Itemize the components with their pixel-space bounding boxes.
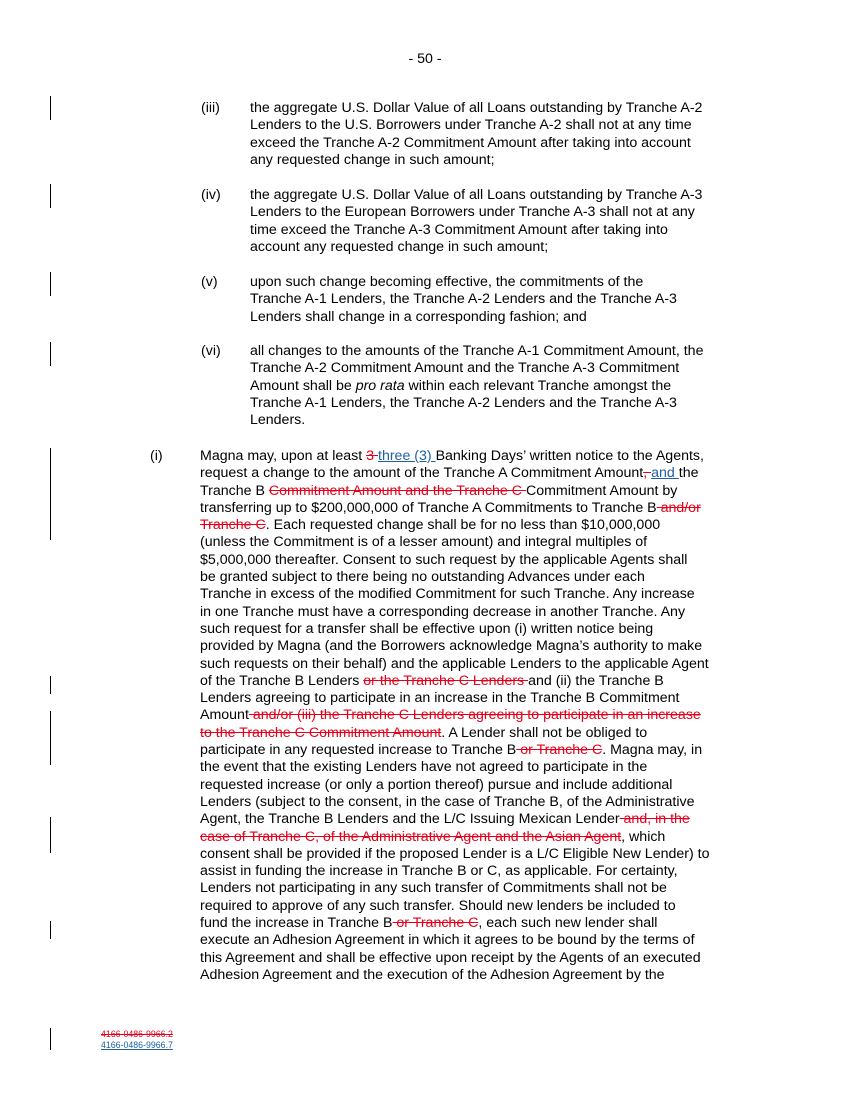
pro-rata-italic: pro rata (355, 377, 405, 394)
change-bar (50, 342, 51, 366)
sub-item-text: upon such change becoming effective, the commitments of the Tranche A-1 Lenders, the Tranche A-2 Lenders and the Tranche A-3 Lenders shall change in a corresponding fashion; and (250, 274, 677, 325)
deleted-text: or the Tranche C Lenders (363, 672, 529, 689)
sub-item-label: (vi) (201, 343, 221, 359)
deleted-text: case of Tranche C, of the Administrative Agent and the Asian Agent (200, 828, 622, 845)
deleted-text: , (643, 465, 652, 482)
deleted-text: to the Tranche C Commitment Amount (200, 724, 442, 741)
deleted-text: Commitment Amount and the Tranche C (268, 482, 526, 499)
inserted-text: and (651, 465, 679, 482)
change-bar (50, 921, 51, 939)
sub-item-text: the aggregate U.S. Dollar Value of all Loans outstanding by Tranche A-2 Lenders to the U.S. Borrowers under Tranche A-2 shall not at any time exceed the Tranche A-2 Commitment Amount after taking into account any requested change in such amount; (250, 100, 703, 168)
deleted-text: Tranche C (200, 517, 266, 534)
sub-item-label: (v) (201, 274, 218, 290)
section-i-label: (i) (150, 448, 163, 464)
doc-id-new: 4166-0486-9966.7 (101, 1040, 173, 1050)
sub-item-label: (iv) (201, 187, 221, 203)
doc-id-old: 4166-0486-9966.2 (101, 1029, 173, 1039)
change-bar (50, 1028, 51, 1050)
deleted-text: or Tranche C (516, 742, 603, 759)
change-bar (50, 184, 51, 208)
sub-item-text: all changes to the amounts of the Tranche A-1 Commitment Amount, the Tranche A-2 Commitment Amount and the Tranche A-3 Commitment Amount shall be pro rata within each relevant Tranche amongst the Tranche A-1 Lenders, the Tranche A-2 Lenders and the Tranche A-3 Lenders. (250, 343, 704, 429)
inserted-text: three (3) (378, 448, 436, 464)
deleted-text: and/or (656, 499, 701, 516)
section-i-text: Magna may, upon at least 3 three (3) Banking Days’ written notice to the Agents, request a change to the amount of the Tranche A Commitment Amount, and the Tranche B Commitment Amount and the Tranche C Commitment Amount by transferring up to $200,000,000 of Tranche A Commitments to Tranche B and/or Tranche C. Each requested change shall be for no less than $10,000,000 (unless the Commitment is of a lesser amount) and integral multiples of $5,000,000 thereafter. Consent to such request by the applicable Agents shall be granted subject to there being no outstanding Advances under each Tranche in excess of the modified Commitment for such Tranche. Any increase in one Tranche must have a corresponding decrease in another Tranche. Any such request for a transfer shall be effective upon (i) written notice being provided by Magna (and the Borrowers acknowledge Magna’s authority to make such requests on their behalf) and the applicable Lenders to the applicable Agent of the Tranche B Lenders or the Tranche C Lenders and (ii) the Tranche B Lenders agreeing to participate in an increase in the Tranche B Commitment Amount and/or (iii) the Tranche C Lenders agreeing to participate in an increase to the Tranche C Commitment Amount. A Lender shall not be obliged to participate in any requested increase to Tranche B or Tranche C. Magna may, in the event that the existing Lenders have not agreed to participate in the requested increase (or only a portion thereof) pursue and include additional Lenders (subject to the consent, in the case of Tranche B, of the Administrative Agent, the Tranche B Lenders and the L/C Issuing Mexican Lender and, in the case of Tranche C, of the Administrative Agent and the Asian Agent, which consent shall be provided if the proposed Lender is a L/C Eligible New Lender) to assist in funding the increase in Tranche B or C, as applicable. For certainty, Lenders not participating in any such transfer of Commitments shall not be required to approve of any such transfer. Should new lenders be included to fund the increase in Tranche B or Tranche C, each such new lender shall execute an Adhesion Agreement in which it agrees to be bound by the terms of this Agreement and shall be effective upon receipt by the Agents of an executed Adhesion Agreement and the execution of the Adhesion Agreement by the (200, 448, 710, 983)
change-bar (50, 676, 51, 694)
change-bar (50, 272, 51, 296)
sub-item-text: the aggregate U.S. Dollar Value of all Loans outstanding by Tranche A-3 Lenders to the European Borrowers under Tranche A-3 shall not at any time exceed the Tranche A-3 Commitment Amount after taking into account any requested change in such amount; (250, 187, 703, 255)
deleted-text: and, in the (619, 811, 690, 828)
sub-item-label: (iii) (201, 100, 220, 116)
page-number: - 50 - (408, 51, 442, 67)
change-bar (50, 448, 51, 540)
deleted-text: and/or (iii) the Tranche C Lenders agreeing to participate in an increase (248, 707, 701, 724)
deleted-text: or Tranche C (392, 915, 479, 932)
change-bar (50, 817, 51, 853)
deleted-text: 3 (366, 448, 378, 464)
change-bar (50, 96, 51, 120)
change-bar (50, 711, 51, 765)
